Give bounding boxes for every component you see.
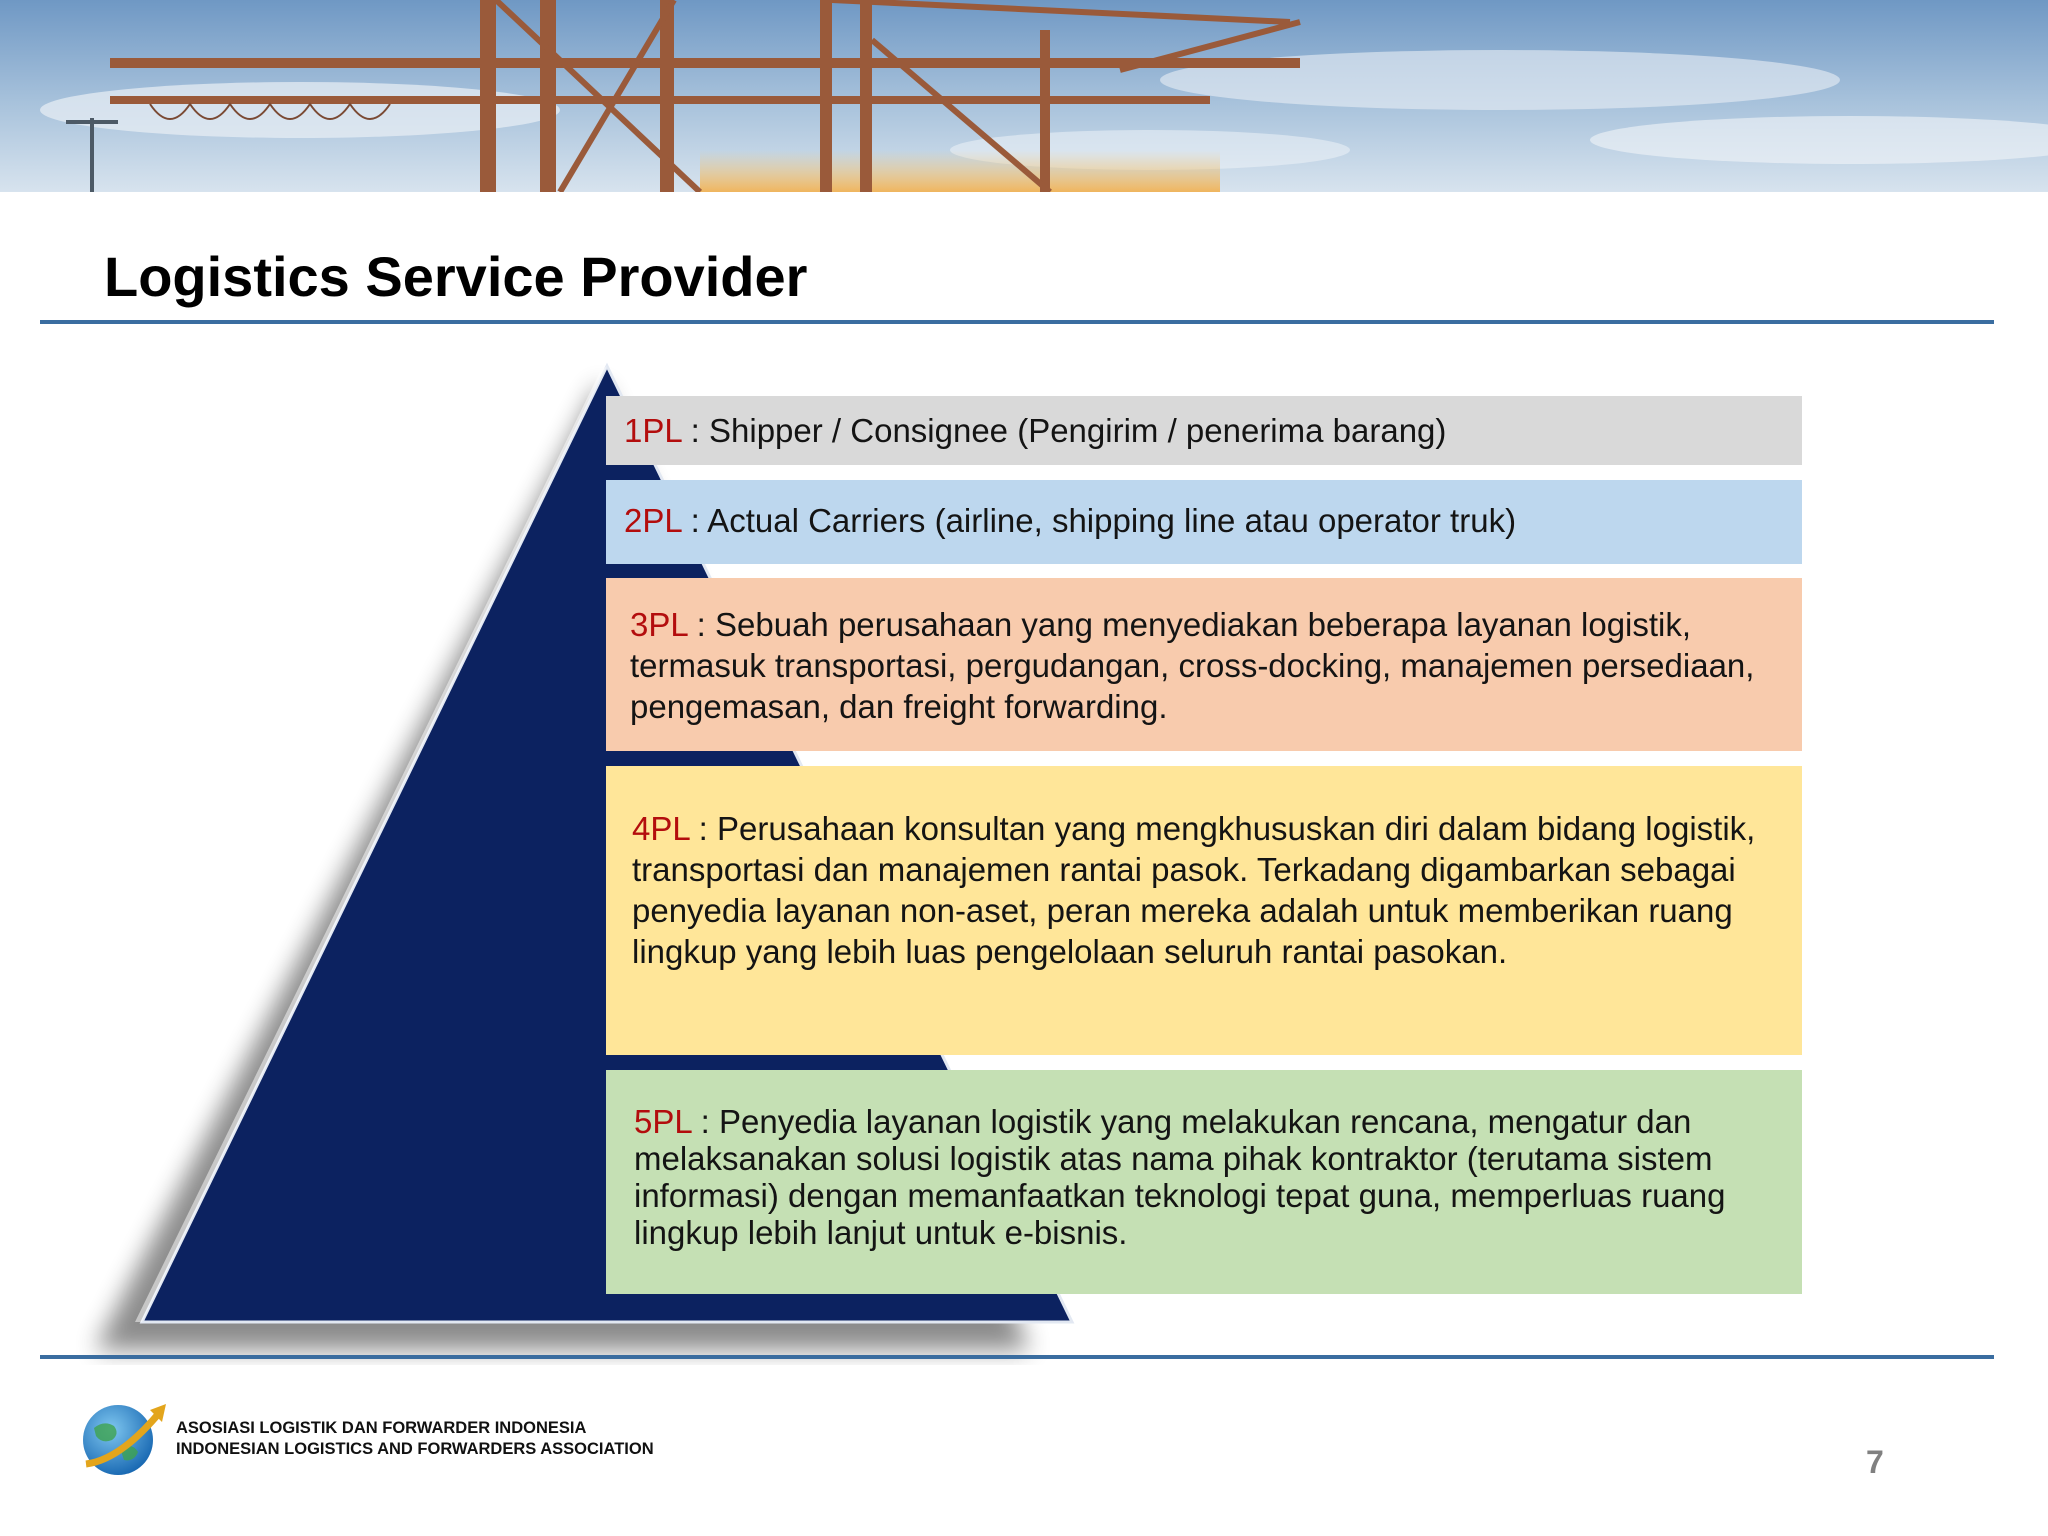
level-5pl-box — [606, 1070, 1802, 1294]
level-4pl-description: 4PL : Perusahaan konsultan yang mengkhususkan diri dalam bidang logistik, transportasi dan manajemen rantai pasok. Terkadang digambarkan sebagai penyedia layanan non-aset, peran mereka adalah untuk memberikan ruang lingkup yang lebih luas pengelolaan seluruh rantai pasokan. — [632, 810, 1756, 970]
level-2pl-tag: 2PL — [624, 502, 682, 539]
alfi-globe-logo — [80, 1398, 170, 1478]
level-2pl-description: 2PL : Actual Carriers (airline, shipping line atau operator truk) — [624, 502, 1517, 539]
level-5pl-tag: 5PL — [634, 1103, 692, 1140]
organization-name — [176, 1418, 654, 1460]
footer-divider-line — [40, 1355, 1994, 1359]
level-5pl-description: 5PL : Penyedia layanan logistik yang melakukan rencana, mengatur dan melaksanakan solusi logistik atas nama pihak kontraktor (terutama sistem informasi) dengan memanfaatkan teknologi tepat guna, memperluas ruang lingkup lebih lanjut untuk e-bisnis. — [634, 1103, 1726, 1251]
level-3pl-description: 3PL : Sebuah perusahaan yang menyediakan beberapa layanan logistik, termasuk transportasi, pergudangan, cross-docking, manajemen persediaan, pengemasan, dan freight forwarding. — [630, 606, 1755, 725]
level-4pl-box — [606, 766, 1802, 1055]
slide-title: Logistics Service Provider — [104, 245, 808, 308]
level-1pl-tag: 1PL — [624, 412, 682, 449]
level-2pl-box — [606, 480, 1802, 564]
port-cranes-banner-image — [0, 0, 2048, 192]
title-divider-line — [40, 320, 1994, 324]
organization-name-indonesian: ASOSIASI LOGISTIK DAN FORWARDER INDONESIA — [176, 1419, 587, 1437]
level-3pl-box — [606, 578, 1802, 751]
level-3pl-tag: 3PL — [630, 606, 688, 643]
level-1pl-box — [606, 396, 1802, 465]
organization-name-english: INDONESIAN LOGISTICS AND FORWARDERS ASSOCIATION — [176, 1440, 654, 1458]
page-number: 7 — [1866, 1444, 1884, 1480]
level-1pl-description: 1PL : Shipper / Consignee (Pengirim / penerima barang) — [624, 412, 1447, 449]
level-4pl-tag: 4PL — [632, 810, 690, 847]
